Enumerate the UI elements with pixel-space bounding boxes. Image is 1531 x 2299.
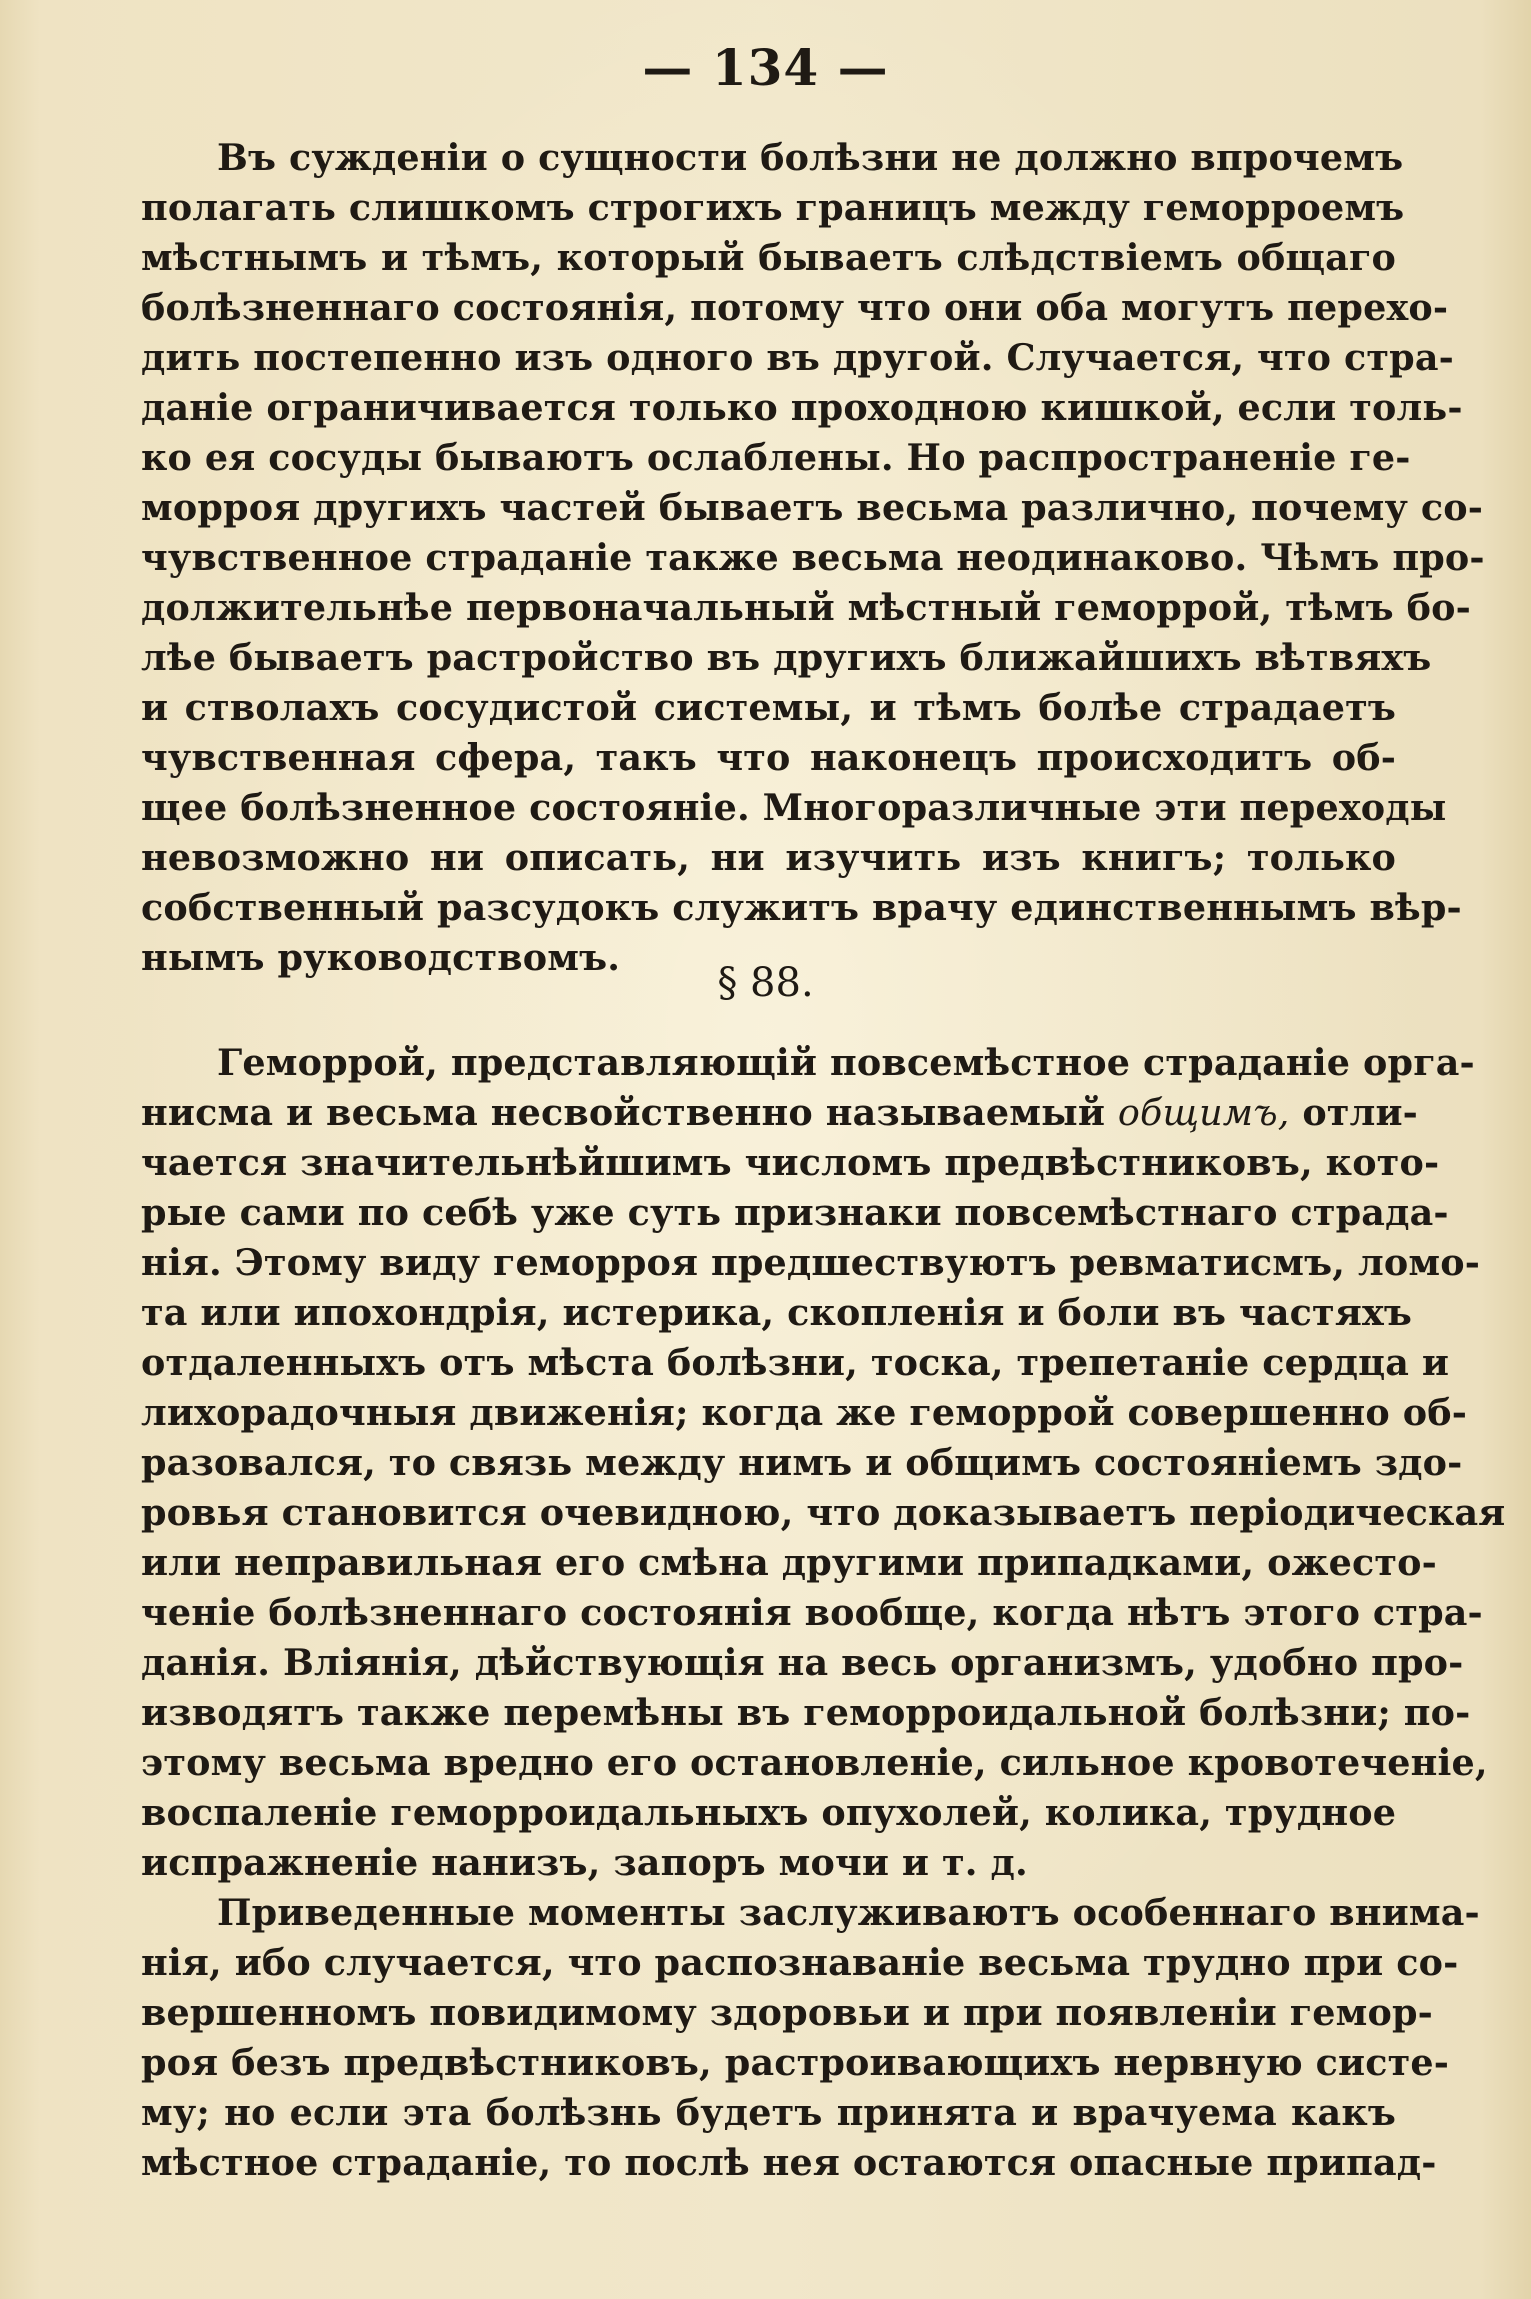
page-number: — 134 — (642, 38, 889, 97)
text-line: нія, ибо случается, что распознаваніе весьма трудно при со- (141, 1941, 1459, 1984)
text-line: рые сами по себѣ уже суть признаки повсемѣстнаго страда- (141, 1191, 1449, 1234)
text-line: щее болѣзненное состояніе. Многоразличные эти переходы (141, 786, 1447, 829)
text-line: та или ипохондрія, истерика, скопленія и боли въ частяхъ (141, 1291, 1413, 1334)
text-line: болѣзненнаго состоянія, потому что они оба могутъ перехо- (141, 286, 1449, 329)
text-line: разовался, то связь между нимъ и общимъ состояніемъ здо- (141, 1441, 1463, 1484)
text-line: Въ сужденіи о сущности болѣзни не должно впрочемъ (217, 136, 1404, 179)
text-line: нія. Этому виду геморроя предшествуютъ ревматисмъ, ломо- (141, 1241, 1480, 1284)
text-line: Геморрой, представляющій повсемѣстное страданіе орга- (217, 1041, 1475, 1084)
text-line: полагать слишкомъ строгихъ границъ между геморроемъ (141, 186, 1405, 229)
section-heading: § 88. (717, 960, 814, 1006)
text-line: невозможно ни описать, ни изучить изъ книгъ; только (141, 836, 1396, 879)
text-line: нымъ руководствомъ. (141, 936, 621, 979)
text-line: дить постепенно изъ одного въ другой. Случается, что стра- (141, 336, 1454, 379)
text-line: воспаленіе геморроидальныхъ опухолей, колика, трудное (141, 1791, 1397, 1834)
text-line-with-emphasis (141, 1088, 1418, 1138)
paragraph-2 (141, 1038, 1506, 1888)
text-line: морроя другихъ частей бываетъ весьма различно, почему со- (141, 486, 1484, 529)
emphasized-word: общимъ, (1117, 1091, 1290, 1134)
text-line: даніе ограничивается только проходною кишкой, если толь- (141, 386, 1463, 429)
text-line: вершенномъ повидимому здоровьи и при появленіи гемор- (141, 1991, 1433, 2034)
text-line: чается значительнѣйшимъ числомъ предвѣстниковъ, кото- (141, 1141, 1440, 1184)
text-line: ченіе болѣзненнаго состоянія вообще, когда нѣтъ этого стра- (141, 1591, 1483, 1634)
text-line: мѣстнымъ и тѣмъ, который бываетъ слѣдствіемъ общаго (141, 236, 1396, 279)
text-line: изводятъ также перемѣны въ геморроидальной болѣзни; по- (141, 1691, 1471, 1734)
text-line: должительнѣе первоначальный мѣстный геморрой, тѣмъ бо- (141, 586, 1471, 629)
paragraph-1 (141, 133, 1485, 983)
text-line: этому весьма вредно его остановленіе, сильное кровотеченіе, (141, 1741, 1488, 1784)
text-line: лихорадочныя движенія; когда же геморрой совершенно об- (141, 1391, 1468, 1434)
text-line: отдаленныхъ отъ мѣста болѣзни, тоска, трепетаніе сердца и (141, 1341, 1450, 1384)
text-line: ровья становится очевидною, что доказываетъ періодическая (141, 1491, 1506, 1534)
text-line: и стволахъ сосудистой системы, и тѣмъ болѣе страдаетъ (141, 686, 1396, 729)
text-line: чувственная сфера, такъ что наконецъ происходитъ об- (141, 736, 1396, 779)
text-line: испражненіе нанизъ, запоръ мочи и т. д. (141, 1841, 1028, 1884)
text-line: собственный разсудокъ служитъ врачу единственнымъ вѣр- (141, 886, 1462, 929)
text-line: ко ея сосуды бываютъ ослаблены. Но распространеніе ге- (141, 436, 1411, 479)
text-line: мѣстное страданіе, то послѣ нея остаются опасные припад- (141, 2141, 1437, 2184)
text-line: или неправильная его смѣна другими припадками, ожесто- (141, 1541, 1437, 1584)
text-segment: нисма и весьма несвойственно называемый (141, 1091, 1106, 1134)
text-line: роя безъ предвѣстниковъ, растроивающихъ нервную систе- (141, 2041, 1450, 2084)
text-line: лѣе бываетъ растройство въ другихъ ближайшихъ вѣтвяхъ (141, 636, 1432, 679)
text-line: Приведенные моменты заслуживаютъ особеннаго внима- (217, 1891, 1480, 1934)
text-segment: отли- (1302, 1091, 1418, 1134)
text-line: му; но если эта болѣзнь будетъ принята и врачуема какъ (141, 2091, 1396, 2134)
text-line: чувственное страданіе также весьма неодинаково. Чѣмъ про- (141, 536, 1485, 579)
text-line: данія. Вліянія, дѣйствующія на весь организмъ, удобно про- (141, 1641, 1464, 1684)
paragraph-3 (141, 1888, 1480, 2188)
